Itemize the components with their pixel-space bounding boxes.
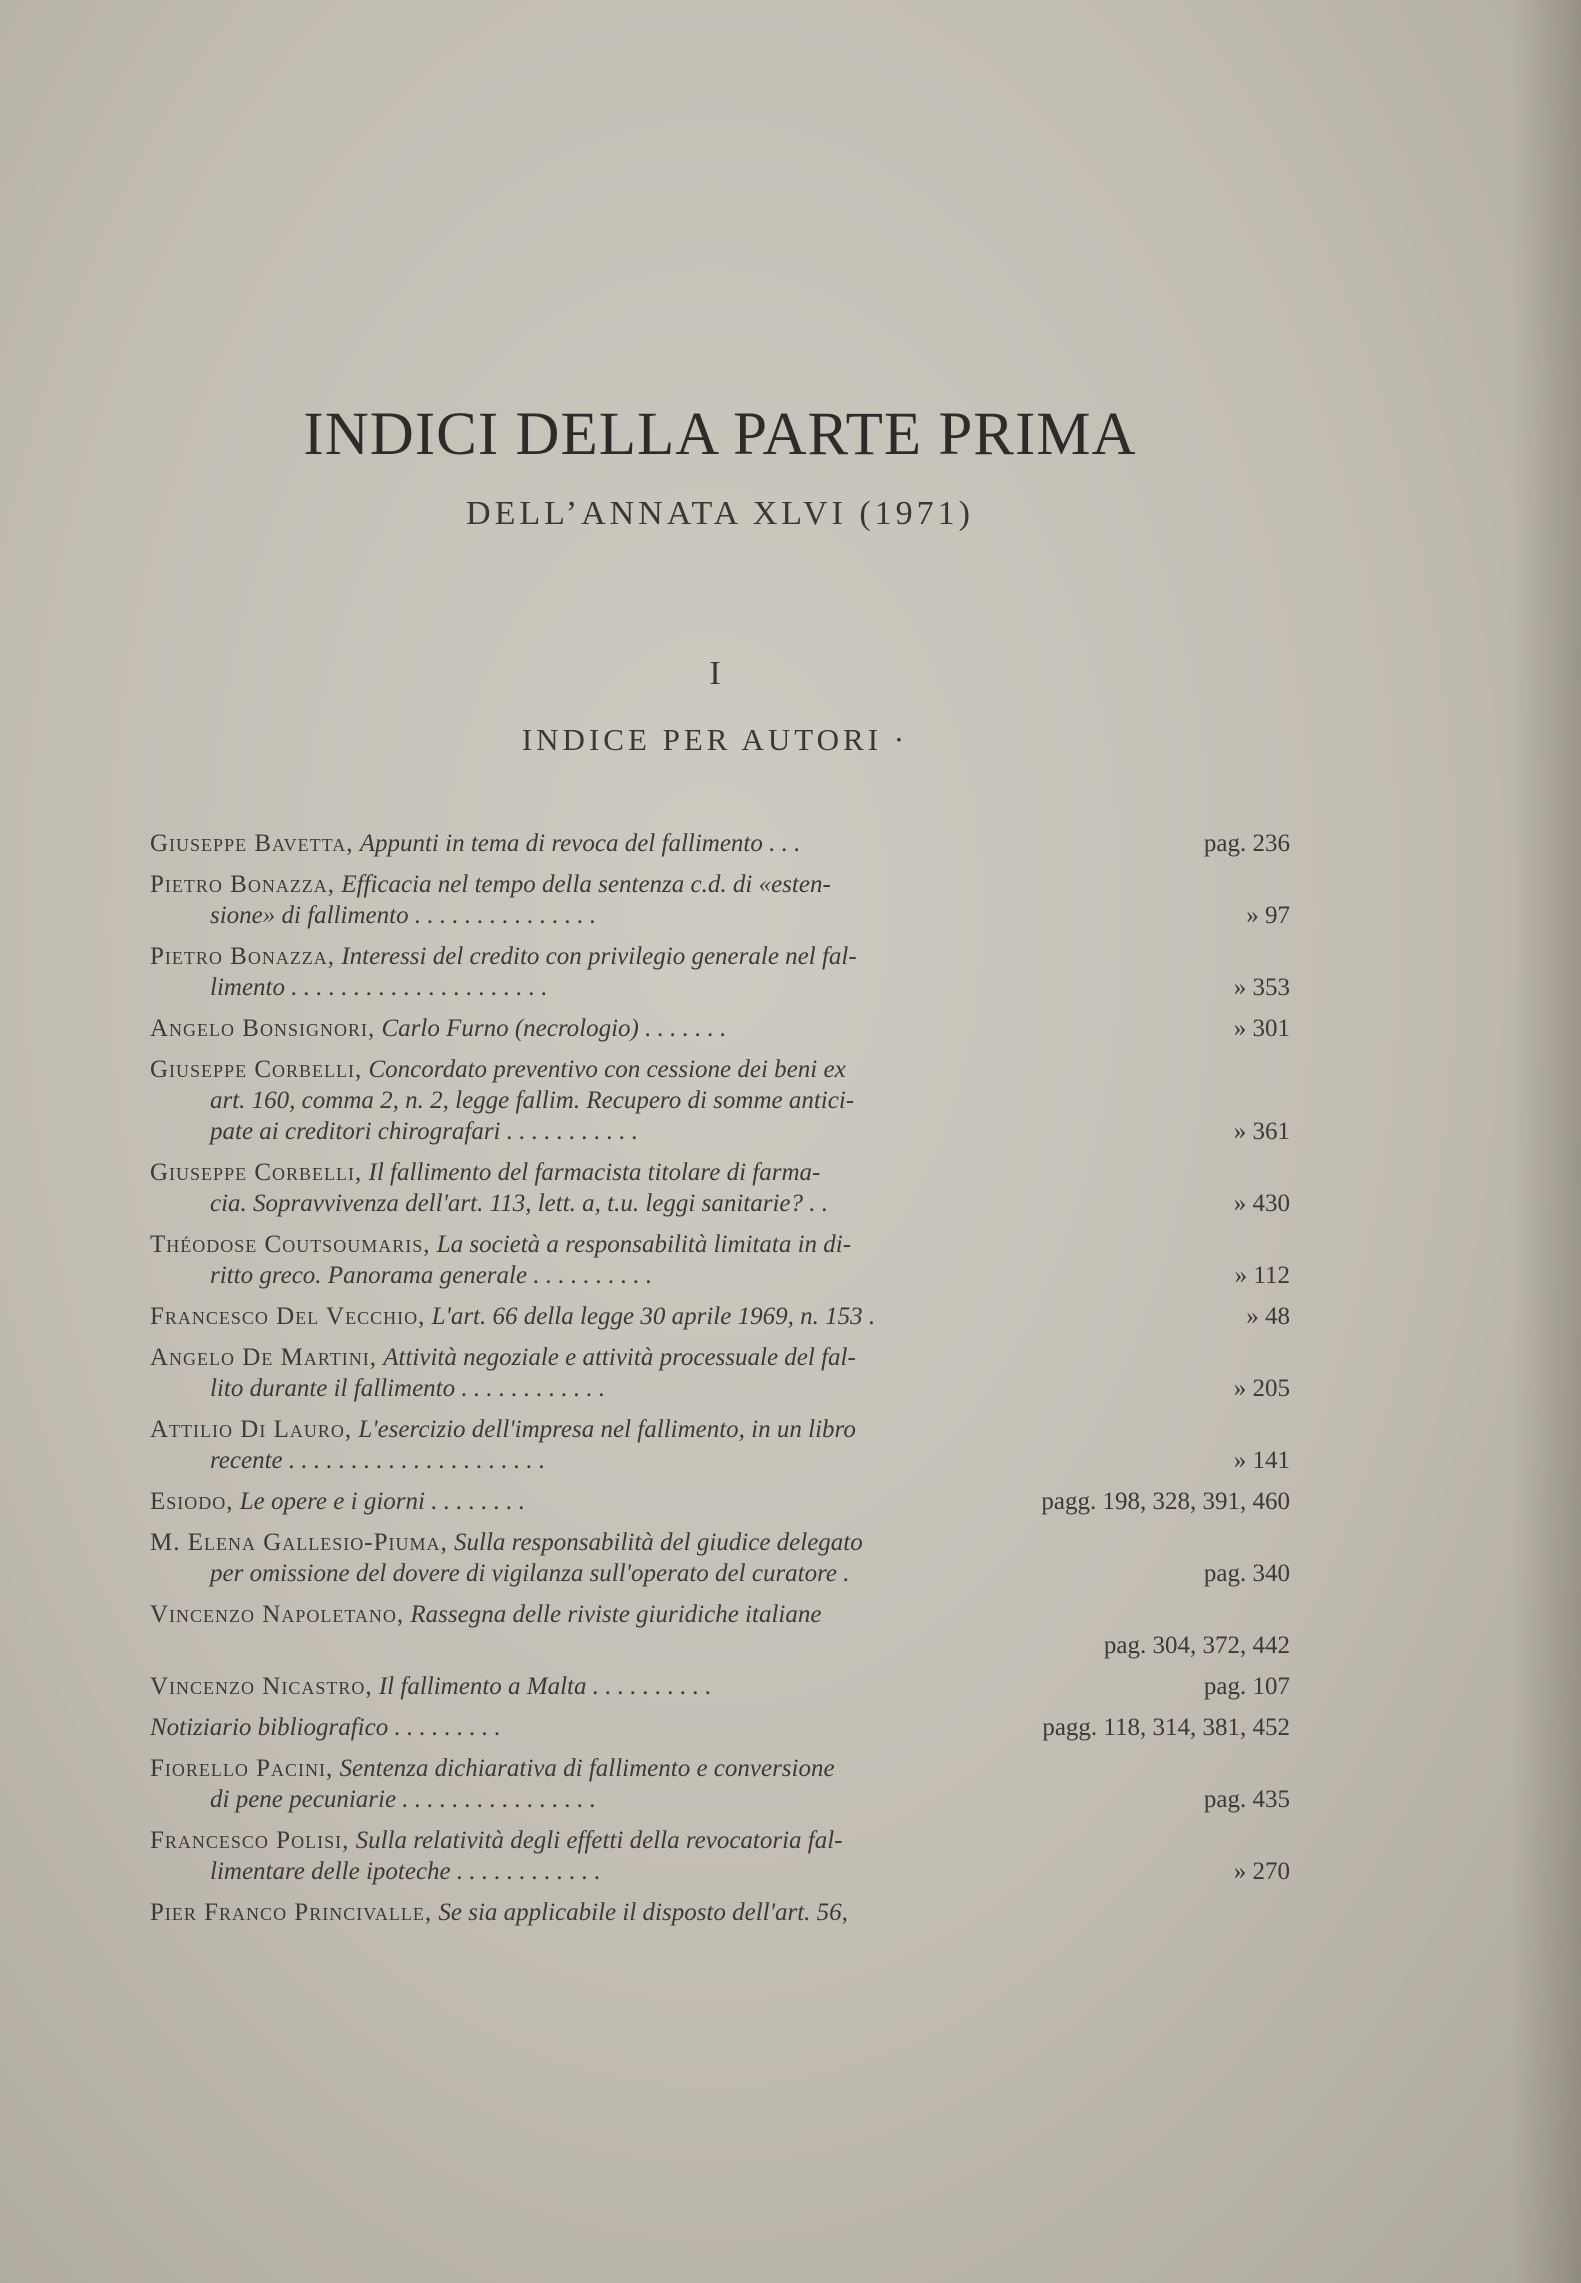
entry-title: recente . . . . . . . . . . . . . . . . . . . . . — [210, 1447, 546, 1474]
entry-title: Sulla relatività degli effetti della revocatoria fal- — [355, 1827, 843, 1854]
page-subtitle: DELL’ANNATA XLVI (1971) — [466, 495, 974, 532]
section-number: I — [709, 655, 721, 692]
entry-title: La società a responsabilità limitata in di- — [436, 1231, 852, 1258]
entry-line — [150, 1527, 1290, 1558]
entry-title: pate ai creditori chirografari . . . . . . . . . . . — [210, 1118, 638, 1145]
index-entry — [150, 941, 1290, 1003]
page-title: INDICI DELLA PARTE PRIMA — [303, 401, 1137, 468]
entry-title: limentare delle ipoteche . . . . . . . . . . . . — [210, 1858, 601, 1885]
entry-title: Carlo Furno (necrologio) . . . . . . . — [381, 1015, 727, 1042]
author-index-list — [150, 828, 1290, 1938]
entry-title: Se sia applicabile il disposto dell'art. 56, — [438, 1899, 848, 1926]
entry-author: Pietro Bonazza, — [150, 871, 336, 898]
entry-line — [150, 1229, 1290, 1260]
entry-line — [150, 1157, 1290, 1188]
index-entry — [150, 1527, 1290, 1589]
entry-line — [150, 1085, 1290, 1116]
entry-title: per omissione del dovere di vigilanza sull'operato del curatore . — [210, 1560, 850, 1587]
entry-title: Notiziario bibliografico . . . . . . . . . — [150, 1714, 501, 1741]
entry-line — [150, 1342, 1290, 1373]
entry-line — [150, 1753, 1290, 1784]
entry-title: Rassegna delle riviste giuridiche italiane — [410, 1601, 822, 1628]
entry-author: Angelo Bonsignori, — [150, 1015, 376, 1042]
section-title: INDICE PER AUTORI · — [521, 722, 909, 757]
entry-title: ritto greco. Panorama generale . . . . . . . . . . — [210, 1262, 653, 1289]
entry-line — [150, 900, 1290, 931]
entry-author: Francesco Del Vecchio, — [150, 1303, 426, 1330]
entry-page-ref: » 430 — [1233, 1190, 1290, 1217]
index-entry — [150, 1229, 1290, 1291]
entry-line — [150, 1188, 1290, 1219]
entry-title: di pene pecuniarie . . . . . . . . . . . . . . . . — [210, 1786, 597, 1813]
index-entry — [150, 1753, 1290, 1815]
entry-line — [150, 1825, 1290, 1856]
entry-title: Le opere e i giorni . . . . . . . . — [239, 1488, 525, 1515]
entry-author: Giuseppe Corbelli, — [150, 1159, 363, 1186]
index-entry — [150, 1342, 1290, 1404]
entry-author: Attilio Di Lauro, — [150, 1416, 353, 1443]
entry-author: Esiodo, — [150, 1488, 234, 1515]
entry-title: Appunti in tema di revoca del fallimento . . . — [359, 830, 801, 857]
entry-page-ref: pag. 435 — [1203, 1786, 1290, 1813]
entry-line — [150, 1856, 1290, 1887]
entry-line — [150, 1116, 1290, 1147]
index-entry — [150, 1599, 1290, 1661]
index-entry — [150, 1897, 1290, 1928]
entry-title: sione» di fallimento . . . . . . . . . . . . . . . — [210, 902, 597, 929]
entry-title: art. 160, comma 2, n. 2, legge fallim. Recupero di somme antici- — [210, 1087, 855, 1114]
entry-author: Giuseppe Bavetta, — [150, 830, 354, 857]
entry-title: limento . . . . . . . . . . . . . . . . . . . . . — [210, 974, 548, 1001]
entry-page-ref: » 353 — [1233, 974, 1290, 1001]
entry-line — [150, 972, 1290, 1003]
index-entry — [150, 1712, 1290, 1743]
entry-author: Pietro Bonazza, — [150, 943, 336, 970]
entry-page-ref: » 301 — [1233, 1015, 1290, 1042]
entry-line — [150, 1897, 1290, 1928]
entry-line — [150, 941, 1290, 972]
entry-title: Il fallimento del farmacista titolare di farma- — [368, 1159, 821, 1186]
entry-page-ref: » 112 — [1234, 1262, 1290, 1289]
entry-line — [150, 1373, 1290, 1404]
entry-author: Pier Franco Princivalle, — [150, 1899, 433, 1926]
index-entry — [150, 1671, 1290, 1702]
index-entry — [150, 869, 1290, 931]
entry-line — [150, 869, 1290, 900]
entry-page-ref: » 48 — [1246, 1303, 1290, 1330]
page-edge-shadow — [1511, 0, 1581, 2283]
entry-author: Giuseppe Corbelli, — [150, 1056, 363, 1083]
entry-author: Vincenzo Napoletano, — [150, 1601, 405, 1628]
entry-title: L'art. 66 della legge 30 aprile 1969, n. 153 . — [431, 1303, 876, 1330]
entry-line — [150, 1599, 1290, 1630]
entry-page-ref: » 361 — [1233, 1118, 1290, 1145]
entry-author: Francesco Polisi, — [150, 1827, 350, 1854]
entry-line — [150, 1260, 1290, 1291]
entry-title: Attività negoziale e attività processuale del fal- — [383, 1344, 856, 1371]
index-entry — [150, 1157, 1290, 1219]
index-entry — [150, 828, 1290, 859]
entry-title: Efficacia nel tempo della sentenza c.d. di «esten- — [341, 871, 831, 898]
entry-page-ref: pag. 107 — [1203, 1673, 1290, 1700]
entry-author: M. Elena Gallesio-Piuma, — [150, 1529, 448, 1556]
entry-line — [150, 1784, 1290, 1815]
entry-title: cia. Sopravvivenza dell'art. 113, lett. a, t.u. leggi sanitarie? . . — [210, 1190, 828, 1217]
entry-line — [150, 1013, 1290, 1044]
entry-title: Sentenza dichiarativa di fallimento e conversione — [339, 1755, 835, 1782]
entry-page-ref: pagg. 118, 314, 381, 452 — [1042, 1714, 1290, 1741]
index-entry — [150, 1414, 1290, 1476]
entry-title: Concordato preventivo con cessione dei beni ex — [368, 1056, 846, 1083]
entry-page-ref: » 205 — [1233, 1375, 1290, 1402]
entry-page-ref: » 97 — [1246, 902, 1290, 929]
entry-title: Il fallimento a Malta . . . . . . . . . . — [378, 1673, 712, 1700]
entry-title: Interessi del credito con privilegio generale nel fal- — [341, 943, 857, 970]
entry-page-ref: pag. 304, 372, 442 — [1103, 1632, 1290, 1659]
entry-line — [150, 1054, 1290, 1085]
entry-line — [150, 1414, 1290, 1445]
entry-line — [150, 1445, 1290, 1476]
entry-line — [150, 1671, 1290, 1702]
index-entry — [150, 1013, 1290, 1044]
index-entry — [150, 1486, 1290, 1517]
index-entry — [150, 1054, 1290, 1147]
entry-author: Fiorello Pacini, — [150, 1755, 334, 1782]
entry-author: Théodose Coutsoumaris, — [150, 1231, 431, 1258]
entry-page-ref: pag. 340 — [1203, 1560, 1290, 1587]
entry-title: Sulla responsabilità del giudice delegato — [454, 1529, 863, 1556]
entry-line — [150, 1301, 1290, 1332]
entry-line — [150, 828, 1290, 859]
entry-line — [150, 1558, 1290, 1589]
entry-author: Vincenzo Nicastro, — [150, 1673, 373, 1700]
entry-page-ref: pagg. 198, 328, 391, 460 — [1041, 1488, 1290, 1515]
entry-page-ref: pag. 236 — [1203, 830, 1290, 857]
entry-title: lito durante il fallimento . . . . . . . . . . . . — [210, 1375, 606, 1402]
index-entry — [150, 1301, 1290, 1332]
index-entry — [150, 1825, 1290, 1887]
entry-page-ref: » 270 — [1233, 1858, 1290, 1885]
entry-title: L'esercizio dell'impresa nel fallimento, in un libro — [358, 1416, 856, 1443]
entry-author: Angelo De Martini, — [150, 1344, 377, 1371]
entry-page-ref: » 141 — [1233, 1447, 1290, 1474]
